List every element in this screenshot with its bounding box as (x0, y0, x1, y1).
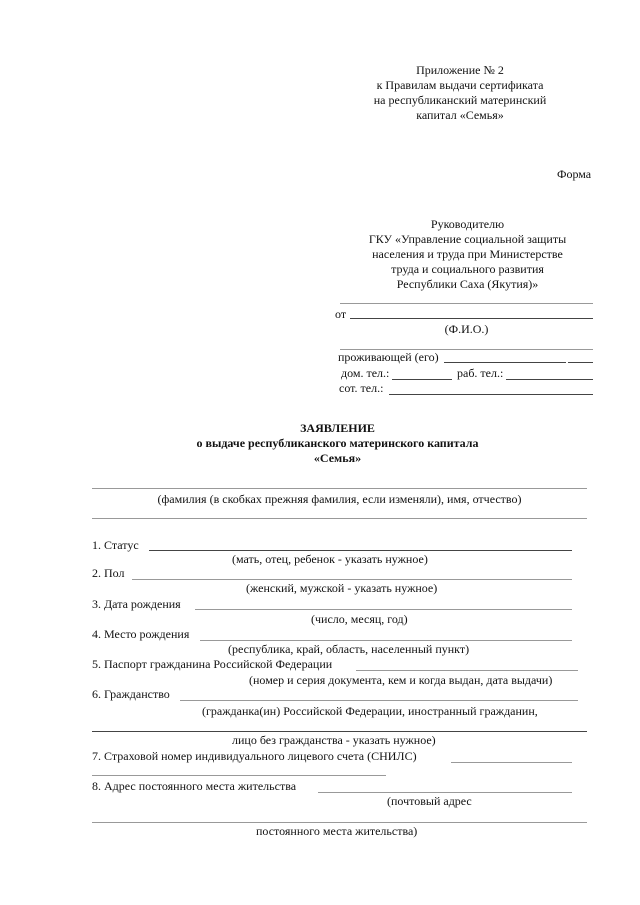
work-phone-label: раб. тел.: (457, 366, 504, 380)
birthplace-field[interactable] (200, 640, 572, 641)
title-line-1: ЗАЯВЛЕНИЕ (300, 421, 375, 435)
residing-label: проживающей (его) (338, 350, 439, 364)
home-phone-field[interactable] (392, 379, 452, 380)
citizenship-hint-1: (гражданка(ин) Российской Федерации, иностранный гражданин, (202, 704, 538, 718)
addressee-line-5: Республики Саха (Якутия)» (396, 277, 539, 291)
appendix-header (340, 63, 580, 123)
address-hint-2: постоянного места жительства) (256, 824, 418, 838)
citizenship-label: 6. Гражданство (92, 687, 170, 701)
gender-label: 2. Пол (92, 566, 125, 580)
addressee-line-3: населения и труда при Министерстве (372, 247, 563, 261)
snils-field[interactable] (451, 762, 572, 763)
birthdate-hint: (число, месяц, год) (311, 612, 408, 626)
mobile-phone-label: сот. тел.: (339, 381, 384, 395)
name-extra-line[interactable] (92, 518, 587, 519)
addressee-line-4: труда и социального развития (391, 262, 544, 276)
mobile-phone-field[interactable] (389, 394, 593, 395)
title-line-3: «Семья» (313, 451, 362, 465)
birthdate-field[interactable] (195, 609, 572, 610)
citizenship-field[interactable] (180, 700, 578, 701)
address-hint-1: (почтовый адрес (387, 794, 472, 808)
citizenship-hint-2: лицо без гражданства - указать нужное) (232, 733, 436, 747)
document-title (90, 421, 585, 466)
snils-label: 7. Страховой номер индивидуального лицевого счета (СНИЛС) (92, 749, 417, 763)
gender-hint: (женский, мужской - указать нужное) (246, 581, 438, 595)
appendix-line-4: капитал «Семья» (416, 108, 504, 122)
from-field[interactable] (350, 318, 593, 319)
name-field[interactable] (92, 488, 587, 489)
applicant-blank-line[interactable] (340, 303, 593, 304)
passport-field[interactable] (356, 670, 578, 671)
status-label: 1. Статус (92, 538, 139, 552)
passport-label: 5. Паспорт гражданина Российской Федерации (92, 657, 333, 671)
home-phone-label: дом. тел.: (341, 366, 390, 380)
work-phone-field[interactable] (506, 379, 593, 380)
status-field[interactable] (149, 550, 572, 551)
name-hint: (фамилия (в скобках прежняя фамилия, если изменяли), имя, отчество) (157, 492, 522, 506)
birthdate-label: 3. Дата рождения (92, 597, 181, 611)
addressee-block (335, 217, 600, 292)
title-line-2: о выдаче республиканского материнского капитала (196, 436, 479, 450)
birthplace-hint: (республика, край, область, населенный пункт) (228, 642, 470, 656)
address-label: 8. Адрес постоянного места жительства (92, 779, 297, 793)
residing-field[interactable] (444, 362, 566, 363)
residing-field-tail[interactable] (568, 362, 593, 363)
fio-hint: (Ф.И.О.) (444, 322, 489, 336)
addressee-line-2: ГКУ «Управление социальной защиты (368, 232, 567, 246)
status-hint: (мать, отец, ребенок - указать нужное) (232, 552, 428, 566)
appendix-line-2: к Правилам выдачи сертификата (376, 78, 544, 92)
appendix-line-3: на республиканский материнский (373, 93, 547, 107)
from-label: от (335, 307, 347, 321)
appendix-line-1: Приложение № 2 (416, 63, 504, 77)
form-label: Форма (557, 167, 592, 181)
addressee-line-1: Руководителю (430, 217, 505, 231)
citizenship-extra-line[interactable] (92, 731, 587, 732)
birthplace-label: 4. Место рождения (92, 627, 190, 641)
address-extra-line[interactable] (92, 822, 587, 823)
passport-hint: (номер и серия документа, кем и когда выдан, дата выдачи) (249, 673, 553, 687)
address-field[interactable] (318, 792, 572, 793)
snils-extra-line[interactable] (92, 775, 386, 776)
gender-field[interactable] (132, 579, 572, 580)
